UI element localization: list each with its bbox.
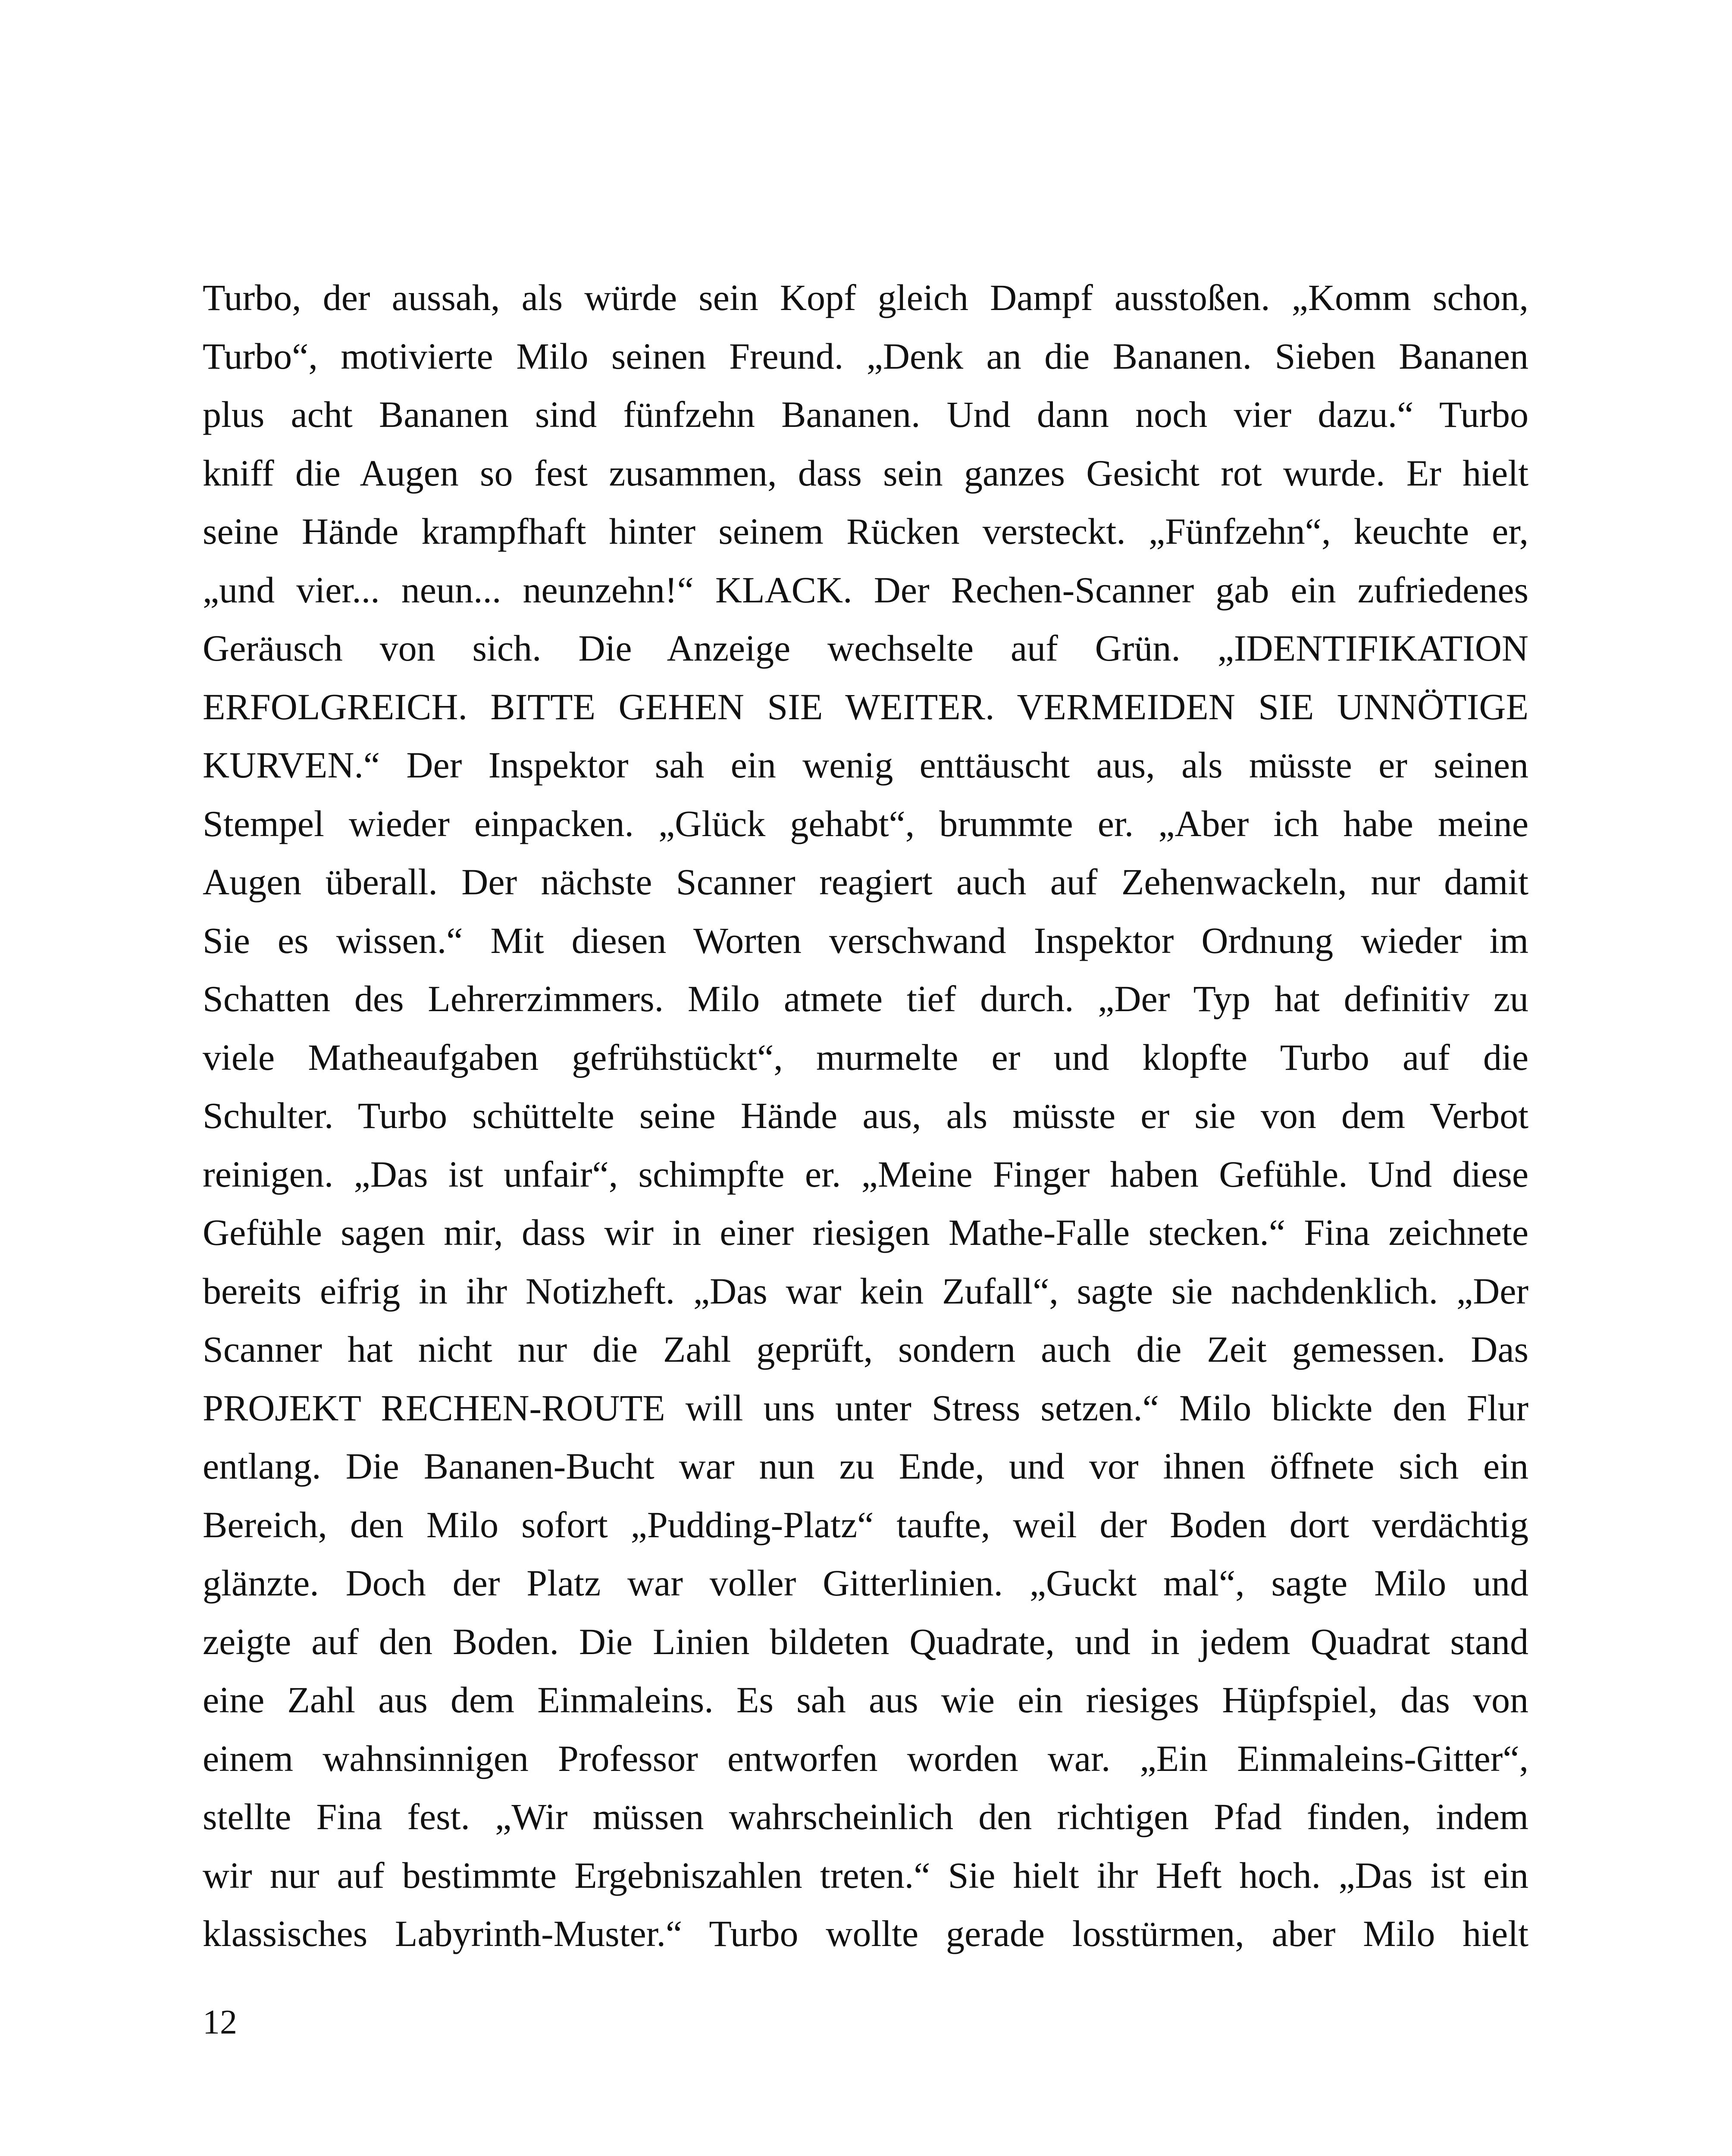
text-line: plus acht Bananen sind fünfzehn Bananen. Und dann noch vier dazu.“ Turbo xyxy=(203,394,1528,435)
text-line: klassisches Labyrinth-Muster.“ Turbo wollte gerade losstürmen, aber Milo hielt xyxy=(203,1913,1528,1954)
text-line: glänzte. Doch der Platz war voller Gitterlinien. „Guckt mal“, sagte Milo und xyxy=(203,1562,1528,1604)
text-line: wir nur auf bestimmte Ergebniszahlen treten.“ Sie hielt ihr Heft hoch. „Das ist ein xyxy=(203,1854,1528,1896)
text-line: zeigte auf den Boden. Die Linien bildeten Quadrate, und in jedem Quadrat stand xyxy=(203,1620,1528,1662)
text-line: „und vier... neun... neunzehn!“ KLACK. Der Rechen-Scanner gab ein zufriedenes xyxy=(203,569,1528,611)
text-line: Scanner hat nicht nur die Zahl geprüft, sondern auch die Zeit gemessen. Das xyxy=(203,1329,1528,1370)
text-line: ERFOLGREICH. BITTE GEHEN SIE WEITER. VERMEIDEN SIE UNNÖTIGE xyxy=(203,686,1528,727)
text-line: eine Zahl aus dem Einmaleins. Es sah aus wie ein riesiges Hüpfspiel, das von xyxy=(203,1679,1528,1720)
text-line: Stempel wieder einpacken. „Glück gehabt“, brummte er. „Aber ich habe meine xyxy=(203,802,1528,844)
page-number: 12 xyxy=(203,2003,237,2041)
text-line: viele Matheaufgaben gefrühstückt“, murmelte er und klopfte Turbo auf die xyxy=(203,1036,1528,1078)
text-line: reinigen. „Das ist unfair“, schimpfte er. „Meine Finger haben Gefühle. Und diese xyxy=(203,1153,1528,1195)
text-line: entlang. Die Bananen-Bucht war nun zu Ende, und vor ihnen öffnete sich ein xyxy=(203,1445,1528,1487)
text-line: Schatten des Lehrerzimmers. Milo atmete tief durch. „Der Typ hat definitiv zu xyxy=(203,978,1528,1019)
body-text xyxy=(203,269,1528,1963)
text-line: KURVEN.“ Der Inspektor sah ein wenig enttäuscht aus, als müsste er seinen xyxy=(203,744,1528,786)
text-line: Augen überall. Der nächste Scanner reagiert auch auf Zehenwackeln, nur damit xyxy=(203,861,1528,903)
text-line: Gefühle sagen mir, dass wir in einer riesigen Mathe-Falle stecken.“ Fina zeichnete xyxy=(203,1212,1528,1253)
text-line: einem wahnsinnigen Professor entworfen worden war. „Ein Einmaleins-Gitter“, xyxy=(203,1737,1528,1779)
text-line: stellte Fina fest. „Wir müssen wahrscheinlich den richtigen Pfad finden, indem xyxy=(203,1796,1528,1837)
text-line: Schulter. Turbo schüttelte seine Hände aus, als müsste er sie von dem Verbot xyxy=(203,1095,1528,1136)
text-line: Sie es wissen.“ Mit diesen Worten verschwand Inspektor Ordnung wieder im xyxy=(203,919,1528,961)
text-line: PROJEKT RECHEN-ROUTE will uns unter Stress setzen.“ Milo blickte den Flur xyxy=(203,1387,1528,1429)
text-line: Bereich, den Milo sofort „Pudding-Platz“ taufte, weil der Boden dort verdächtig xyxy=(203,1504,1528,1545)
text-line: Turbo“, motivierte Milo seinen Freund. „Denk an die Bananen. Sieben Bananen xyxy=(203,335,1528,377)
text-line: Turbo, der aussah, als würde sein Kopf gleich Dampf ausstoßen. „Komm schon, xyxy=(203,277,1528,318)
text-line: seine Hände krampfhaft hinter seinem Rücken versteckt. „Fünfzehn“, keuchte er, xyxy=(203,511,1528,552)
text-line: kniff die Augen so fest zusammen, dass sein ganzes Gesicht rot wurde. Er hielt xyxy=(203,452,1528,494)
text-line: bereits eifrig in ihr Notizheft. „Das war kein Zufall“, sagte sie nachdenklich. „Der xyxy=(203,1270,1528,1312)
text-line: Geräusch von sich. Die Anzeige wechselte auf Grün. „IDENTIFIKATION xyxy=(203,627,1528,669)
